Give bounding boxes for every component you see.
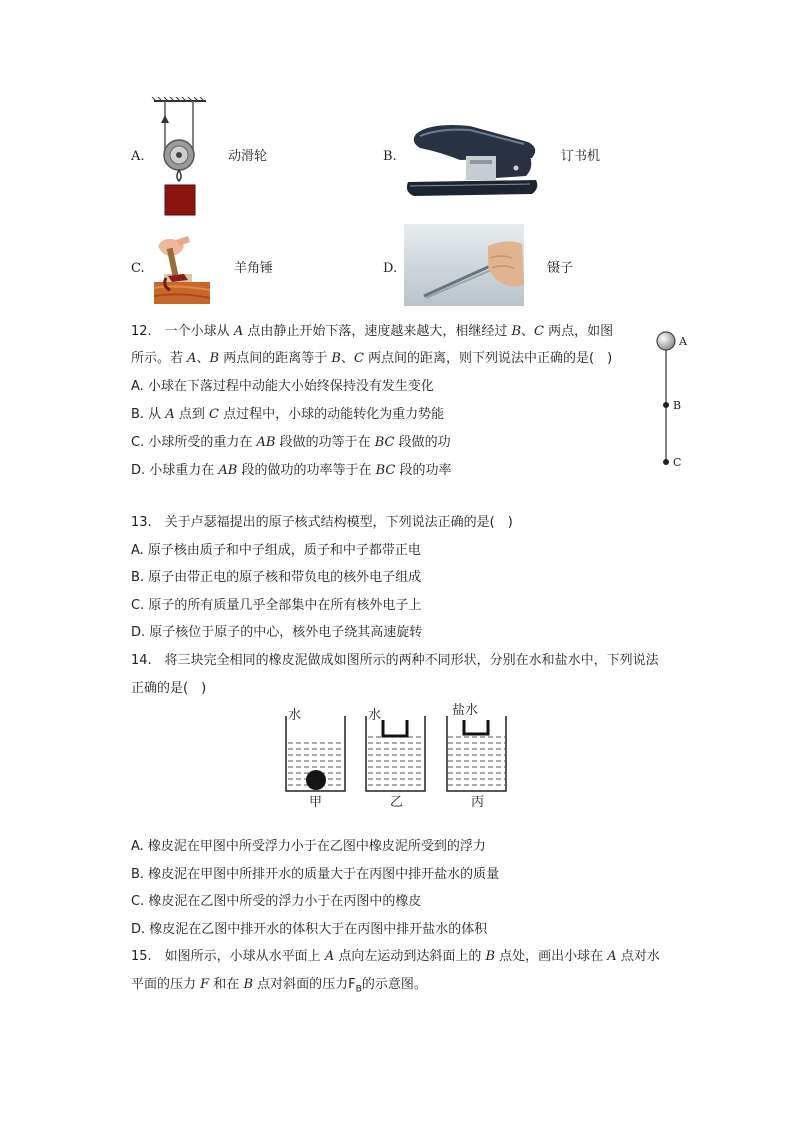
option-c-label: 羊角锤 xyxy=(234,261,274,276)
q15-stem-line2: 平面的压力 F 和在 B 点对斜面的压力$F_B$的示意图。 xyxy=(131,977,427,995)
stapler-image xyxy=(400,112,546,202)
option-d-label: 镊子 xyxy=(547,261,574,276)
q15-stem-line1: 15. 如图所示，小球从水平面上 A 点向左运动到达斜面上的 B 点处，画出小球在 A 点对水 xyxy=(131,949,660,964)
tweezers-image xyxy=(404,224,524,306)
q13-option-a: A. 原子核由质子和中子组成，质子和中子都带正电 xyxy=(131,543,421,558)
q14-option-c: C. 橡皮泥在乙图中所受的浮力小于在丙图中的橡皮 xyxy=(131,894,422,909)
beakers-figure xyxy=(280,698,520,810)
option-d-letter: D. xyxy=(383,261,398,276)
q12-stem-line1: 12. 一个小球从 A 点由静止开始下落，速度越来越大，相继经过 B、C 两点，如图 xyxy=(131,324,614,339)
q13-option-b: B. 原子由带正电的原子核和带负电的核外电子组成 xyxy=(131,570,422,585)
beaker1-liquid-label: 水 xyxy=(288,708,302,723)
q13-stem: 13. 关于卢瑟福提出的原子核式结构模型，下列说法正确的是( ) xyxy=(131,515,513,530)
falling-ball-figure xyxy=(650,328,700,473)
option-a-letter: A. xyxy=(131,149,145,164)
beaker3-liquid-label: 盐水 xyxy=(452,703,479,718)
movable-pulley-image xyxy=(150,97,210,219)
beaker2-name: 乙 xyxy=(390,795,404,810)
q12-option-b: B. 从 A 点到 C 点过程中，小球的动能转化为重力势能 xyxy=(131,407,445,422)
claw-hammer-image xyxy=(154,234,210,304)
q12-option-a: A. 小球在下落过程中动能大小始终保持没有发生变化 xyxy=(131,379,434,394)
q14-stem-line1: 14. 将三块完全相同的橡皮泥做成如图所示的两种不同形状，分别在水和盐水中，下列说法 xyxy=(131,653,659,668)
q14-stem-line2: 正确的是( ) xyxy=(131,681,207,696)
option-b-label: 订书机 xyxy=(561,149,601,164)
point-c-label: C xyxy=(673,456,682,469)
q14-option-b: B. 橡皮泥在甲图中所排开水的质量大于在丙图中排开盐水的质量 xyxy=(131,867,500,882)
beaker1-name: 甲 xyxy=(309,795,323,810)
option-c-letter: C. xyxy=(131,261,145,276)
option-a-label: 动滑轮 xyxy=(228,149,268,164)
q14-option-d: D. 橡皮泥在乙图中排开水的体积大于在丙图中排开盐水的体积 xyxy=(131,922,488,937)
q13-option-c: C. 原子的所有质量几乎全部集中在所有核外电子上 xyxy=(131,598,422,613)
beaker2-liquid-label: 水 xyxy=(368,708,382,723)
q12-option-c: C. 小球所受的重力在 AB 段做的功等于在 BC 段做的功 xyxy=(131,435,451,450)
point-b-label: B xyxy=(673,399,682,412)
q13-option-d: D. 原子核位于原子的中心，核外电子绕其高速旋转 xyxy=(131,625,423,640)
q12-stem-line2: 所示。若 A、B 两点间的距离等于 B、C 两点间的距离，则下列说法中正确的是( ) xyxy=(131,351,613,366)
beaker3-name: 丙 xyxy=(471,795,485,810)
q12-option-d: D. 小球重力在 AB 段的做功的功率等于在 BC 段的功率 xyxy=(131,463,452,478)
q14-option-a: A. 橡皮泥在甲图中所受浮力小于在乙图中橡皮泥所受到的浮力 xyxy=(131,839,486,854)
point-a-label: A xyxy=(679,335,687,348)
option-b-letter: B. xyxy=(383,149,397,164)
